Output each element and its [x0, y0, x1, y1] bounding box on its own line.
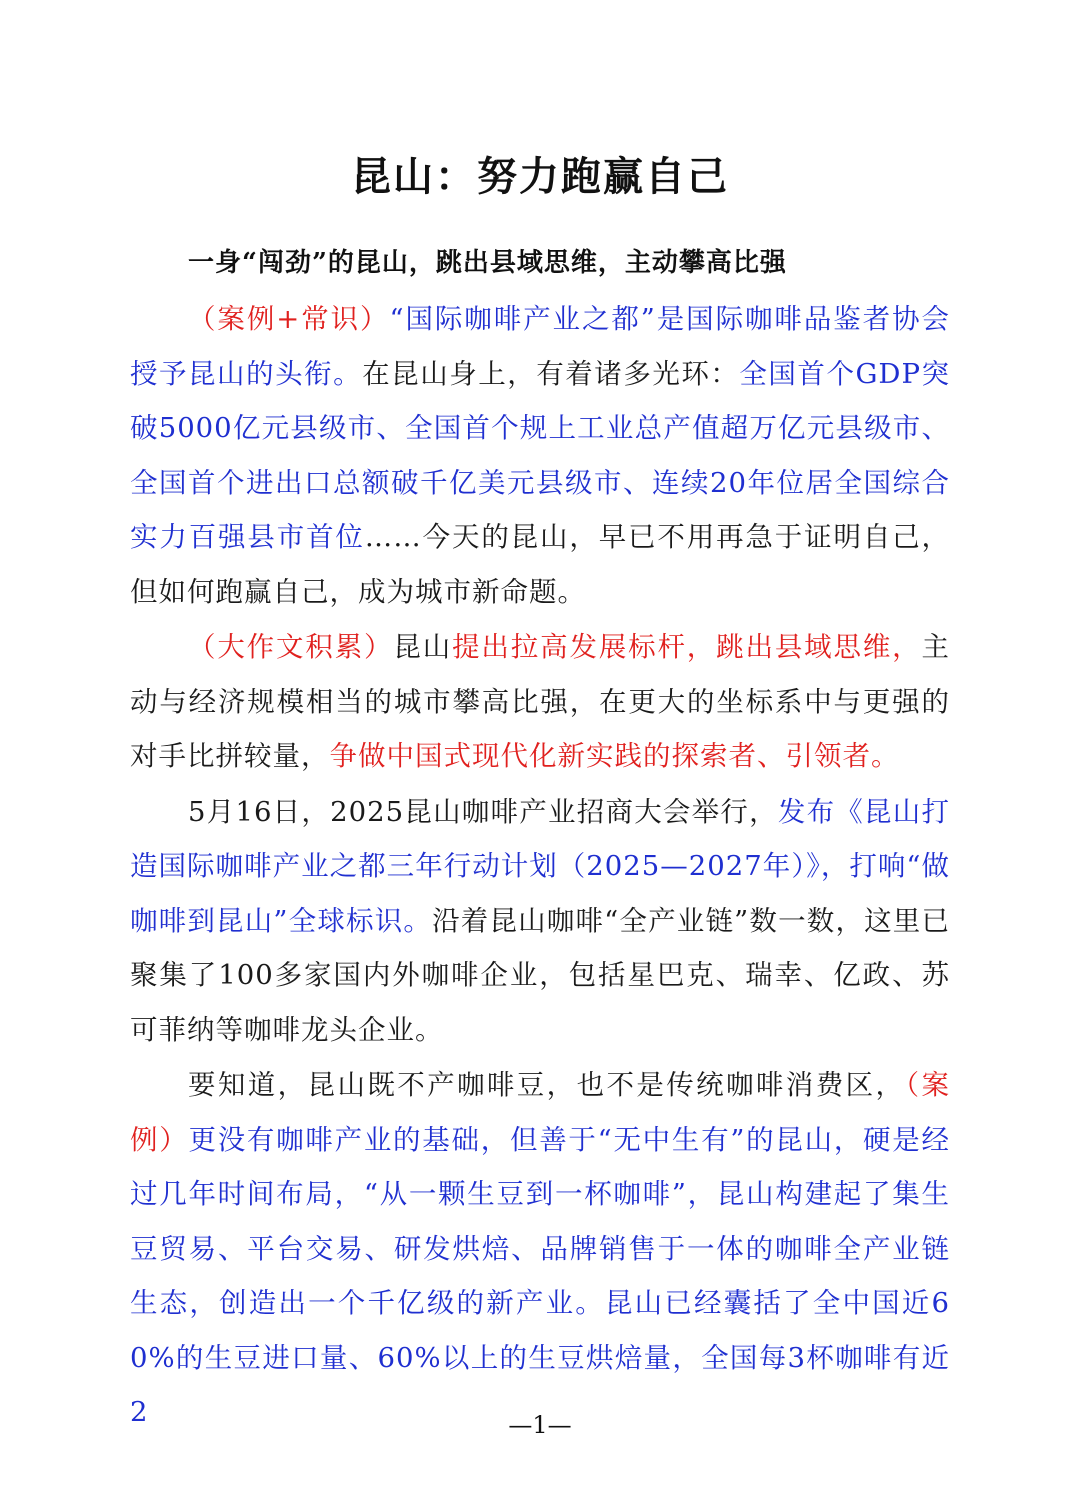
text-span: 主动与经济规模相当的城市攀高比强，在更大的坐标系中与更强的对手比拼较量， — [130, 631, 951, 772]
text-span: 发布《昆山打造国际咖啡产业之都三年行动计划（2025—2027年）》，打响“做咖啡到昆山”全球标识。 — [130, 795, 950, 937]
text-span: “国际咖啡产业之都”是国际咖啡品鉴者协会授予昆山的头衔。 — [130, 303, 950, 390]
text-span: 更没有咖啡产业的基础，但善于“无中生有”的昆山，硬是经过几年时间布局，“从一颗生豆到一杯咖啡”，昆山构建起了集生豆贸易、平台交易、研发烘焙、品牌销售于一体的咖啡全产业链生态，创造出一个千亿级的新产业。昆山已经囊括了全中国近60%的生豆进口量、60%以上的生豆烘焙量，全国每3杯咖啡有近2 — [130, 1123, 951, 1428]
text-span: 在昆山身上，有着诸多光环： — [362, 357, 740, 390]
text-span: 沿着昆山咖啡“全产业链”数一数，这里已聚集了100多家国内外咖啡企业，包括星巴克、瑞幸、亿政、苏可菲纳等咖啡龙头企业。 — [130, 904, 950, 1046]
text-span: 全国首个GDP突破5000亿元县级市、全国首个规上工业总产值超万亿元县级市、全国首个进出口总额破千亿美元县级市、连续20年位居全国综合实力百强县市首位 — [130, 357, 951, 553]
page-number: —1— — [508, 1411, 572, 1439]
document-body — [130, 292, 950, 1441]
text-span: （案例+常识） — [188, 303, 390, 335]
text-span: 提出拉高发展标杆，跳出县域思维， — [452, 631, 922, 663]
paragraph-3 — [130, 785, 950, 1058]
text-span: 5月16日，2025昆山咖啡产业招商大会举行， — [188, 795, 778, 828]
paragraph-4 — [130, 1058, 950, 1440]
text-span: ……今天的昆山，早已不用再急于证明自己，但如何跑赢自己，成为城市新命题。 — [130, 521, 951, 608]
paragraph-1 — [130, 292, 950, 619]
section-heading: 一身“闯劲”的昆山，跳出县域思维，主动攀高比强 — [188, 248, 787, 278]
text-span: 昆山 — [393, 631, 453, 663]
text-span: 争做中国式现代化新实践的探索者、引领者。 — [329, 740, 900, 772]
paragraph-2 — [130, 620, 950, 784]
text-span: （案例） — [130, 1069, 950, 1156]
text-span: （大作文积累） — [188, 631, 394, 663]
document-title: 昆山：努力跑赢自己 — [351, 152, 729, 200]
text-span: 要知道，昆山既不产咖啡豆，也不是传统咖啡消费区， — [188, 1069, 906, 1101]
